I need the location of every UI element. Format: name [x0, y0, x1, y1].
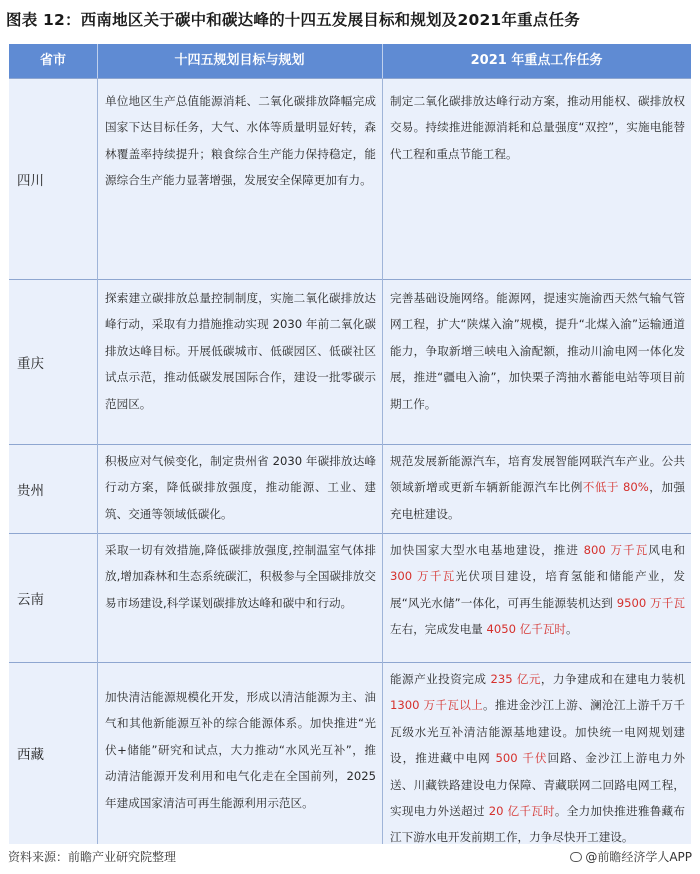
chat-bubble-icon — [570, 852, 582, 862]
province-cell — [9, 662, 97, 844]
tasks-text — [390, 666, 685, 851]
task-text-segment: 光伏项目建设，培育氢能和储能产业，发展“风光水储”一体化，可再生能源装机达到 — [390, 569, 685, 610]
header-goals: 十四五规划目标与规划 — [174, 53, 305, 68]
header-province: 省市 — [39, 53, 66, 68]
task-text-segment: 能源产业投资完成 — [390, 672, 491, 686]
task-text-segment: 完善基础设施网络。能源网，提速实施渝西天然气输气管网工程，扩大“陕煤入渝”规模，提升“北煤入渝”运输通道能力，争取新增三峡电入渝配额，推动川渝电网一体化发展，推进“疆电入渝”，加快栗子湾抽水蓄能电站等项目前期工作。 — [390, 291, 685, 411]
goals-text: 采取一切有效措施,降低碳排放强度,控制温室气体排放,增加森林和生态系统碳汇，积极参与全国碳排放交易市场建设,科学谋划碳排放达峰和碳中和行动。 — [105, 543, 376, 610]
highlight-value: 235 亿元 — [490, 672, 541, 686]
highlight-value: 300 万千瓦 — [390, 569, 456, 584]
province-name: 重庆 — [17, 355, 44, 372]
goals-text: 加快清洁能源规模化开发，形成以清洁能源为主、油气和其他新能源互补的综合能源体系。加快推进“光伏+储能”研究和试点，大力推动“水风光互补”，推动清洁能源开发利用和电气化走在全国前列，2025 年建成国家清洁可再生能源利用示范区。 — [105, 690, 376, 810]
figure-title: 图表 12：西南地区关于碳中和碳达峰的十四五发展目标和规划及2021年重点任务 — [6, 11, 580, 29]
goals-cell — [97, 78, 382, 279]
highlight-value: 不低于 80% — [582, 480, 649, 495]
task-text-segment: 风电和 — [648, 543, 685, 557]
table-row — [9, 78, 691, 279]
province-cell — [9, 533, 97, 662]
tasks-cell — [382, 662, 691, 844]
province-name: 西藏 — [17, 747, 44, 763]
province-name: 贵州 — [17, 482, 44, 499]
goals-text: 积极应对气候变化，制定贵州省 2030 年碳排放达峰行动方案，降低碳排放强度，推动能源、工业、建筑、交通等领域低碳化。 — [105, 454, 376, 521]
goals-text: 单位地区生产总值能源消耗、二氧化碳排放降幅完成国家下达目标任务，大气、水体等质量明显好转，森林覆盖率持续提升；粮食综合生产能力保持稳定，能源综合生产能力显著增强，发展安全保障更加有力。 — [105, 94, 376, 188]
task-text-segment: 制定二氧化碳排放达峰行动方案，推动用能权、碳排放权交易。持续推进能源消耗和总量强度“双控”，实施电能替代工程和重点节能工程。 — [390, 94, 685, 161]
highlight-value: 500 千伏 — [495, 751, 548, 766]
province-name: 四川 — [17, 172, 44, 189]
task-text-segment: 规范发展新能源汽车，培育发展智能网联汽车产业。公共领域新增或更新车辆新能源汽车比例 — [390, 454, 685, 495]
tasks-text — [390, 448, 685, 527]
goals-cell — [97, 662, 382, 844]
table-header — [9, 44, 691, 78]
task-text-segment: 。推进金沙江上游、澜沧江上游千万千瓦级水光互补清洁能源基地建设。加快统一电网规划建设，推进藏中电网 — [390, 698, 685, 766]
brand-credit — [570, 848, 692, 865]
task-text-segment: 左右，完成发电量 — [390, 622, 487, 637]
tasks-cell — [382, 78, 691, 279]
table-row — [9, 444, 691, 533]
brand-label: @前瞻经济学人APP — [585, 850, 692, 864]
province-cell — [9, 78, 97, 279]
task-text-segment: 。全力加快推进雅鲁藏布江下游水电开发前期工作，力争尽快开工建设。 — [390, 804, 685, 845]
tasks-cell — [382, 533, 691, 662]
highlight-value: 9500 万千瓦 — [616, 595, 685, 610]
tasks-text — [390, 88, 685, 167]
highlight-value: 4050 亿千瓦时 — [486, 622, 567, 637]
goals-cell — [97, 533, 382, 662]
goals-cell — [97, 444, 382, 533]
goals-text: 探索建立碳排放总量控制制度，实施二氧化碳排放达峰行动，采取有力措施推动实现 2030 年前二氧化碳排放达峰目标。开展低碳城市、低碳园区、低碳社区试点示范，推动低碳发展国际合作，建设一批零碳示范园区。 — [105, 291, 376, 411]
source-note: 资料来源：前瞻产业研究院整理 — [8, 850, 177, 864]
tasks-text — [390, 285, 685, 417]
highlight-value: 20 亿千瓦时 — [488, 804, 555, 819]
task-text-segment: 加快国家大型水电基地建设，推进 — [390, 543, 584, 557]
task-text-segment: 。 — [566, 622, 578, 637]
tasks-cell — [382, 279, 691, 444]
goals-cell — [97, 279, 382, 444]
tasks-text — [390, 537, 685, 643]
task-text-segment: ，加强充电桩建设。 — [390, 480, 685, 521]
highlight-value: 1300 万千瓦以上 — [390, 698, 483, 713]
task-text-segment: 回路、金沙江上游电力外送、川藏铁路建设电力保障、青藏联网二回路电网工程，实现电力外送超过 — [390, 751, 685, 819]
province-cell — [9, 279, 97, 444]
province-cell — [9, 444, 97, 533]
tasks-cell — [382, 444, 691, 533]
table-row — [9, 533, 691, 662]
province-name: 云南 — [17, 591, 44, 608]
table-row — [9, 279, 691, 444]
header-tasks: 2021 年重点工作任务 — [470, 53, 603, 68]
task-text-segment: ，力争建成和在建电力装机 — [540, 672, 685, 686]
policy-table — [9, 44, 691, 844]
highlight-value: 800 万千瓦 — [583, 543, 649, 557]
table-row — [9, 662, 691, 844]
